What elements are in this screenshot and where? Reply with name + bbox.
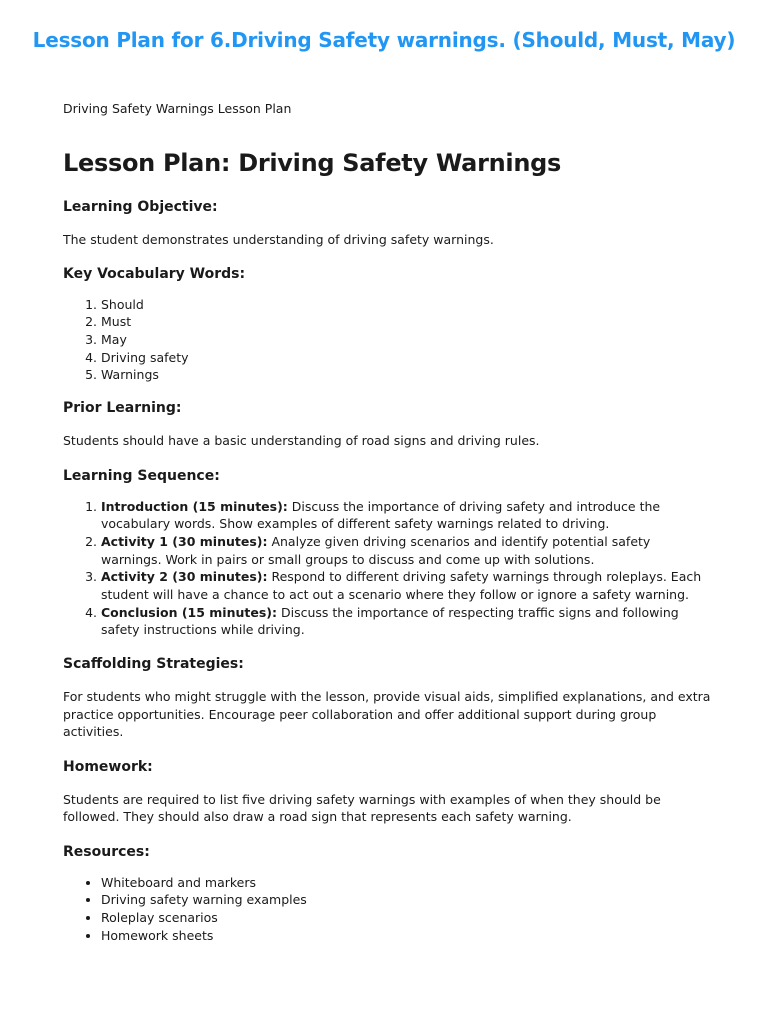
prior-heading: Prior Learning:	[63, 400, 182, 417]
sequence-item-label: Introduction (15 minutes):	[101, 498, 288, 514]
homework-heading: Homework:	[63, 758, 153, 775]
page-banner: Lesson Plan for 6.Driving Safety warnings. (Should, Must, May)	[32, 28, 736, 52]
sequence-item	[101, 604, 713, 639]
sequence-item	[101, 568, 713, 603]
scaffolding-text: For students who might struggle with the lesson, provide visual aids, simplified explanations, and extra practice opportunities. Encourage peer collaboration and offer additional support during group activities.	[63, 689, 711, 740]
resource-item: • Whiteboard and markers	[101, 874, 713, 892]
sequence-item-text: Discuss the importance of respecting traffic signs and following safety instructions while driving.	[101, 604, 679, 638]
sequence-item-label: Conclusion (15 minutes):	[101, 604, 277, 620]
lesson-document	[63, 100, 713, 944]
sequence-item	[101, 498, 713, 533]
resources-list	[63, 874, 713, 945]
resource-item: • Driving safety warning examples	[101, 891, 713, 909]
resource-item: • Homework sheets	[101, 927, 713, 945]
vocab-item: 3. May	[101, 331, 713, 349]
sequence-item	[101, 533, 713, 568]
homework-text: Students are required to list five driving safety warnings with examples of when they should be followed. They should also draw a road sign that represents each safety warning.	[63, 791, 661, 825]
resources-heading: Resources:	[63, 843, 150, 860]
vocab-item: 4. Driving safety	[101, 349, 713, 367]
vocab-item: 2. Must	[101, 313, 713, 331]
scaffolding-heading: Scaffolding Strategies:	[63, 656, 244, 673]
sequence-item-text: Discuss the importance of driving safety and introduce the vocabulary words. Show examples of different safety warnings related to driving.	[101, 498, 661, 532]
sequence-item-text: Analyze given driving scenarios and identify potential safety warnings. Work in pairs or small groups to discuss and come up with solutions.	[101, 533, 651, 567]
vocab-heading: Key Vocabulary Words:	[63, 265, 246, 282]
document-subtitle: Driving Safety Warnings Lesson Plan	[63, 101, 292, 116]
vocab-list	[63, 296, 713, 385]
objective-text: The student demonstrates understanding of driving safety warnings.	[63, 232, 494, 247]
lesson-title: Lesson Plan: Driving Safety Warnings	[63, 149, 561, 177]
vocab-item: 5. Warnings	[101, 366, 713, 384]
objective-heading: Learning Objective:	[63, 199, 218, 215]
sequence-item-label: Activity 1 (30 minutes):	[101, 533, 268, 549]
sequence-item-label: Activity 2 (30 minutes):	[101, 569, 268, 585]
sequence-list	[63, 498, 713, 640]
sequence-heading: Learning Sequence:	[63, 467, 220, 484]
sequence-item-text: Respond to different driving safety warnings through roleplays. Each student will have a chance to act out a scenario where they follow or ignore a safety warning.	[101, 569, 702, 603]
prior-text: Students should have a basic understanding of road signs and driving rules.	[63, 433, 540, 449]
vocab-item: 1. Should	[101, 296, 713, 314]
resource-item: • Roleplay scenarios	[101, 909, 713, 927]
